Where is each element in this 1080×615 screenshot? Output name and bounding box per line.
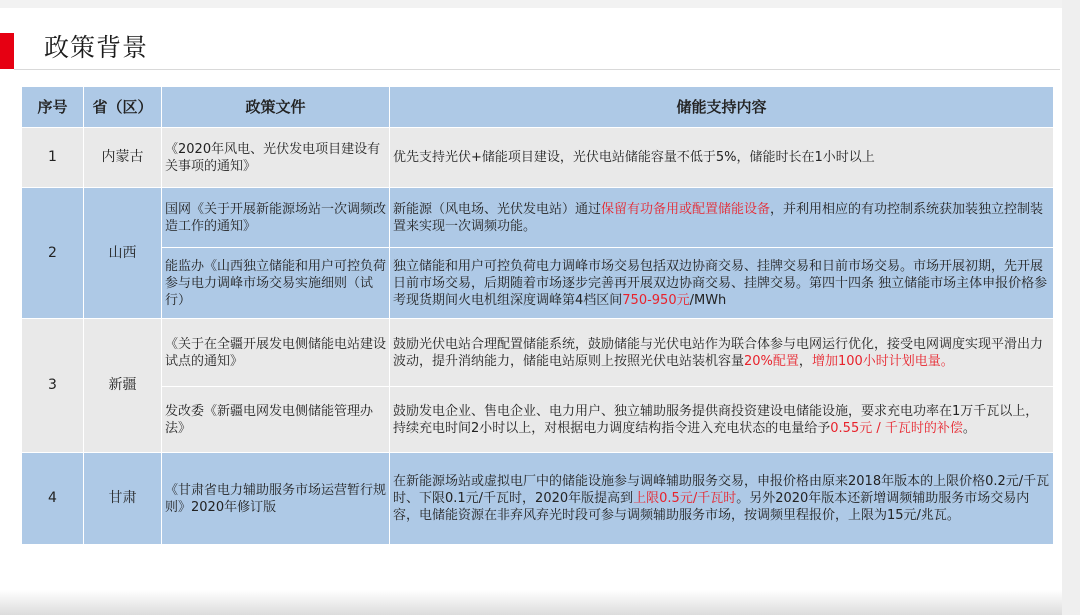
highlight-text: 750-950元 <box>622 292 690 308</box>
table-header-row <box>22 87 1054 128</box>
row-policy-doc: 《关于在全疆开展发电侧储能电站建设试点的通知》 <box>162 319 390 387</box>
row-province: 山西 <box>84 188 162 319</box>
header-storage-support: 储能支持内容 <box>390 87 1054 128</box>
highlight-text: 0.55元 / 千瓦时的补偿 <box>830 420 963 436</box>
table-row <box>22 188 1054 248</box>
header-policy-doc: 政策文件 <box>162 87 390 128</box>
table-row <box>22 453 1054 545</box>
policy-table <box>21 86 1054 545</box>
row-policy-doc: 《甘肃省电力辅助服务市场运营暂行规则》2020年修订版 <box>162 453 390 545</box>
title-accent-bar <box>0 33 14 69</box>
header-index: 序号 <box>22 87 84 128</box>
row-support-content: 在新能源场站或虚拟电厂中的储能设施参与调峰辅助服务交易，申报价格由原来2018年版本的上限价格0.2元/千瓦时、下限0.1元/千瓦时，2020年版提高到上限0.5元/千瓦时。另外2020年版本还新增调频辅助服务市场交易内容，电储能资源在非弃风弃光时段可参与调频辅助服务市场，按调频里程报价，上限为15元/兆瓦。 <box>390 453 1054 545</box>
table-row <box>22 248 1054 319</box>
highlight-text: 保留有功备用或配置储能设备 <box>601 201 771 217</box>
row-index: 2 <box>22 188 84 319</box>
row-support-content: 优先支持光伏+储能项目建设，光伏电站储能容量不低于5%，储能时长在1小时以上 <box>390 128 1054 188</box>
row-support-content: 鼓励发电企业、售电企业、电力用户、独立辅助服务提供商投资建设电储能设施，要求充电功率在1万千瓦以上，持续充电时间2小时以上，对根据电力调度结构指令进入充电状态的电量给予0.55元 / 千瓦时的补偿。 <box>390 387 1054 453</box>
table-row <box>22 128 1054 188</box>
slide-bottom-shadow <box>0 590 1062 615</box>
top-strip <box>0 0 1080 8</box>
row-support-content: 独立储能和用户可控负荷电力调峰市场交易包括双边协商交易、挂牌交易和日前市场交易。市场开展初期，先开展日前市场交易，后期随着市场逐步完善再开展双边协商交易、挂牌交易。第四十四条 独立储能市场主体申报价格参考现货期间火电机组深度调峰第4档区间750-950元/MWh <box>390 248 1054 319</box>
row-province: 新疆 <box>84 319 162 453</box>
row-policy-doc: 《2020年风电、光伏发电项目建设有关事项的通知》 <box>162 128 390 188</box>
row-policy-doc: 能监办《山西独立储能和用户可控负荷参与电力调峰市场交易实施细则（试行） <box>162 248 390 319</box>
row-support-content: 鼓励光伏电站合理配置储能系统，鼓励储能与光伏电站作为联合体参与电网运行优化，接受电网调度实现平滑出力波动，提升消纳能力，储能电站原则上按照光伏电站装机容量20%配置，增加100小时计划电量。 <box>390 319 1054 387</box>
header-province: 省（区） <box>84 87 162 128</box>
row-index: 1 <box>22 128 84 188</box>
highlight-text: 20%配置 <box>744 353 799 369</box>
row-support-content: 新能源（风电场、光伏发电站）通过保留有功备用或配置储能设备，并利用相应的有功控制系统获加装独立控制装置来实现一次调频功能。 <box>390 188 1054 248</box>
row-index: 4 <box>22 453 84 545</box>
row-province: 甘肃 <box>84 453 162 545</box>
slide-edge <box>1062 0 1080 615</box>
highlight-text: 增加100小时计划电量。 <box>811 353 954 369</box>
row-policy-doc: 发改委《新疆电网发电侧储能管理办法》 <box>162 387 390 453</box>
table-row <box>22 387 1054 453</box>
table-row <box>22 319 1054 387</box>
page-title: 政策背景 <box>44 33 149 62</box>
title-divider <box>14 69 1060 70</box>
row-province: 内蒙古 <box>84 128 162 188</box>
row-index: 3 <box>22 319 84 453</box>
highlight-text: 上限0.5元/千瓦时 <box>633 491 737 506</box>
row-policy-doc: 国网《关于开展新能源场站一次调频改造工作的通知》 <box>162 188 390 248</box>
